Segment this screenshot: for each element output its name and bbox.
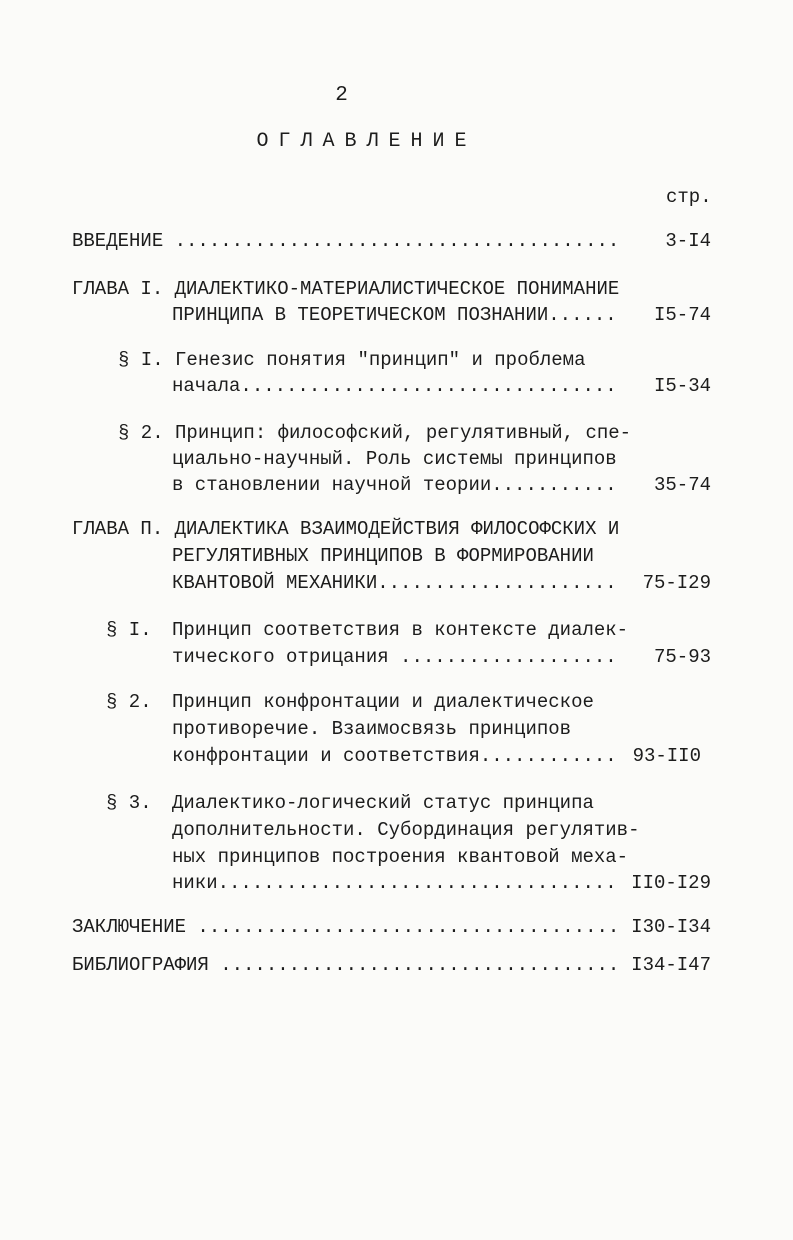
toc-entry-text: ГЛАВА П. ДИАЛЕКТИКА ВЗАИМОДЕЙСТВИЯ ФИЛОСОФСКИХ И (72, 518, 620, 540)
toc-entry-text: § 2. Принцип: философский, регулятивный, спе- (118, 422, 632, 444)
toc-entry-text: КВАНТОВОЙ МЕХАНИКИ..................... (172, 572, 617, 594)
toc-entry-text: ПРИНЦИПА В ТЕОРЕТИЧЕСКОМ ПОЗНАНИИ...... (172, 304, 617, 326)
toc-entry-text: Принцип соответствия в контексте диалек- (172, 619, 629, 641)
toc-section-mark: § 3. (106, 792, 152, 814)
toc-entry-text: БИБЛИОГРАФИЯ ................................... (72, 954, 620, 976)
toc-entry-text: дополнительности. Субординация регулятив- (172, 819, 640, 841)
toc-entry-text: конфронтации и соответствия............ (172, 745, 617, 767)
toc-entry-text: циально-научный. Роль системы принципов (172, 448, 617, 470)
toc-section-mark: § I. (106, 619, 152, 641)
toc-entry-text: Принцип конфронтации и диалектическое (172, 691, 594, 713)
toc-entry-text: ники................................... (172, 872, 617, 894)
toc-entry-pages: I34-I47 (631, 954, 711, 976)
toc-entry-pages: II0-I29 (631, 872, 711, 894)
toc-entry-pages: 75-93 (653, 646, 711, 668)
toc-entry-text: Диалектико-логический статус принципа (172, 792, 594, 814)
toc-entry-text: в становлении научной теории........... (172, 474, 617, 496)
toc-entry-pages: I5-74 (653, 304, 711, 326)
toc-entry-pages: 3-I4 (665, 230, 711, 252)
toc-entry-text: ных принципов построения квантовой меха- (172, 846, 629, 868)
document-title: ОГЛАВЛЕНИЕ (256, 130, 477, 153)
page-number: 2 (335, 84, 348, 107)
toc-entry-text: начала................................. (172, 375, 617, 397)
toc-entry-text: ВВЕДЕНИЕ ....................................... (72, 230, 620, 252)
toc-entry-pages: 75-I29 (642, 572, 711, 594)
toc-entry-pages: 35-74 (653, 474, 711, 496)
toc-entry-text: РЕГУЛЯТИВНЫХ ПРИНЦИПОВ В ФОРМИРОВАНИИ (172, 545, 594, 567)
toc-entry-text: тического отрицания ................... (172, 646, 617, 668)
toc-entry-text: § I. Генезис понятия "принцип" и проблема (118, 349, 586, 371)
toc-entry-pages: 93-II0 (632, 745, 701, 767)
toc-section-mark: § 2. (106, 691, 152, 713)
toc-entry-pages: I5-34 (653, 375, 711, 397)
pages-column-header: стр. (666, 186, 712, 208)
toc-entry-pages: I30-I34 (631, 916, 711, 938)
toc-entry-text: ЗАКЛЮЧЕНИЕ ..................................... (72, 916, 620, 938)
toc-entry-text: ГЛАВА I. ДИАЛЕКТИКО-МАТЕРИАЛИСТИЧЕСКОЕ ПОНИМАНИЕ (72, 278, 620, 300)
toc-entry-text: противоречие. Взаимосвязь принципов (172, 718, 572, 740)
